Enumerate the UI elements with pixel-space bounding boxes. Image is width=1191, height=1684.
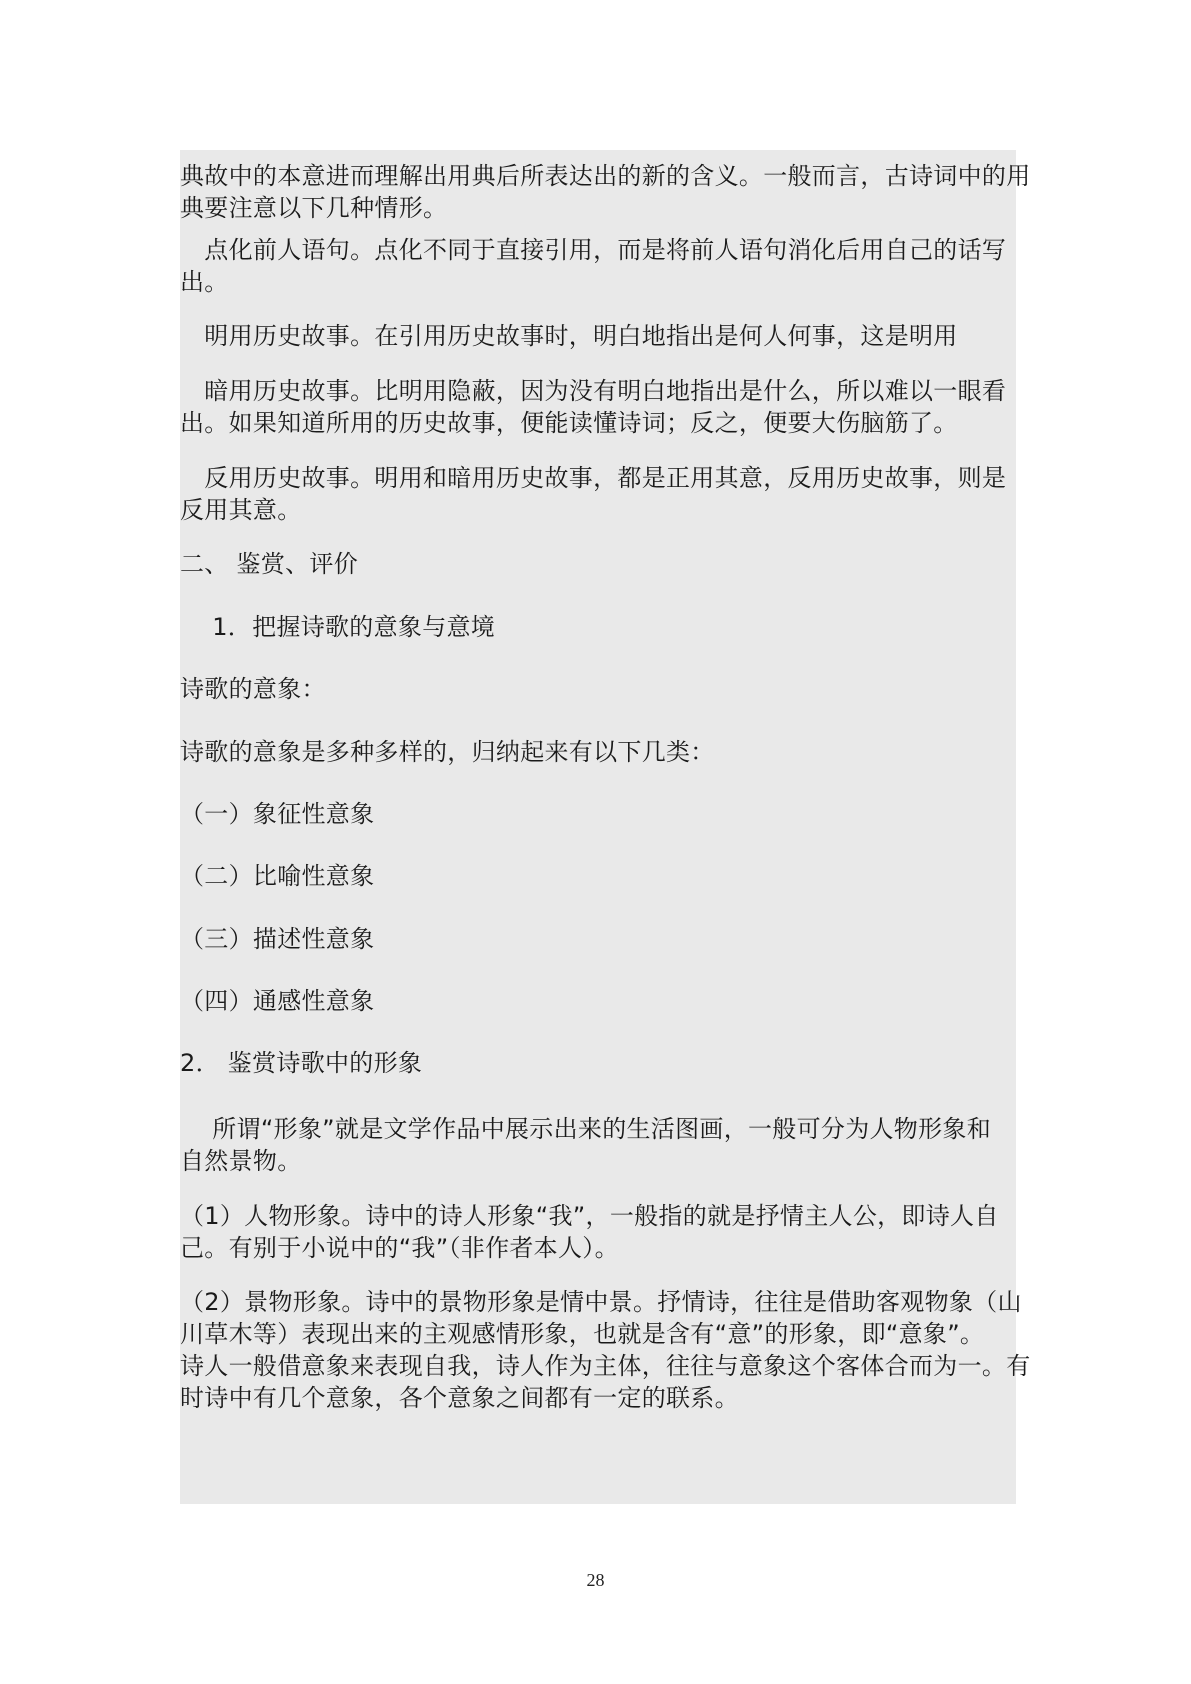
text-line: 诗歌的意象：	[180, 675, 326, 703]
text-line: 川草木等）表现出来的主观感情形象，也就是含有“意”的形象，即“意象”。	[180, 1320, 985, 1348]
paragraph-3	[180, 320, 1016, 352]
text-line: 诗歌的意象是多种多样的，归纳起来有以下几类：	[180, 738, 715, 766]
paragraph-2	[180, 234, 1016, 298]
text-line: （1）人物形象。诗中的诗人形象“我”，一般指的就是抒情主人公，即诗人自	[180, 1202, 999, 1230]
text-line: 己。有别于小说中的“我”（非作者本人）。	[180, 1234, 619, 1262]
section-heading	[180, 548, 1016, 580]
text-line: 所谓“形象”就是文学作品中展示出来的生活图画，一般可分为人物形象和	[180, 1115, 991, 1143]
text-line: 出。如果知道所用的历史故事，便能读懂诗词；反之，便要大伤脑筋了。	[180, 409, 958, 437]
subsection-heading-1	[180, 611, 1016, 643]
paragraph-5	[180, 462, 1016, 526]
list-item-4	[180, 985, 1016, 1017]
text-line: 明用历史故事。在引用历史故事时，明白地指出是何人何事，这是明用	[180, 322, 958, 350]
text-line: 点化前人语句。点化不同于直接引用，而是将前人语句消化后用自己的话写	[180, 236, 1007, 264]
text-line: （二）比喻性意象	[180, 862, 375, 890]
paragraph-10	[180, 1286, 1031, 1414]
paragraph-4	[180, 375, 1016, 439]
list-item-3	[180, 923, 1016, 955]
text-line: 时诗中有几个意象，各个意象之间都有一定的联系。	[180, 1384, 739, 1412]
text-line: 诗人一般借意象来表现自我，诗人作为主体，往往与意象这个客体合而为一。有	[180, 1352, 1031, 1380]
list-item-1	[180, 798, 1016, 830]
paragraph-9	[180, 1200, 1016, 1264]
text-line: （四）通感性意象	[180, 987, 375, 1015]
text-line: 出。	[180, 268, 229, 296]
text-line: 二、 鉴赏、评价	[180, 550, 359, 578]
text-line: （三）描述性意象	[180, 925, 375, 953]
paragraph-6	[180, 673, 1016, 705]
text-line: 典要注意以下几种情形。	[180, 194, 448, 222]
text-line: 反用历史故事。明用和暗用历史故事，都是正用其意，反用历史故事，则是	[180, 464, 1007, 492]
paragraph-1	[180, 160, 1031, 224]
text-line: （2）景物形象。诗中的景物形象是情中景。抒情诗，往往是借助客观物象（山	[180, 1288, 1022, 1316]
text-line: 暗用历史故事。比明用隐蔽，因为没有明白地指出是什么，所以难以一眼看	[180, 377, 1007, 405]
subsection-heading-2	[180, 1047, 1016, 1079]
text-line: 自然景物。	[180, 1147, 302, 1175]
text-line: 2． 鉴赏诗歌中的形象	[180, 1049, 423, 1077]
text-line: 1．把握诗歌的意象与意境	[180, 613, 496, 641]
paragraph-8	[180, 1113, 1016, 1177]
text-line: 反用其意。	[180, 496, 302, 524]
list-item-2	[180, 860, 1016, 892]
text-line: 典故中的本意进而理解出用典后所表达出的新的含义。一般而言，古诗词中的用	[180, 162, 1031, 190]
paragraph-7	[180, 736, 1016, 768]
text-block	[180, 150, 1031, 1504]
page-number: 28	[586, 1570, 605, 1590]
text-line: （一）象征性意象	[180, 800, 375, 828]
